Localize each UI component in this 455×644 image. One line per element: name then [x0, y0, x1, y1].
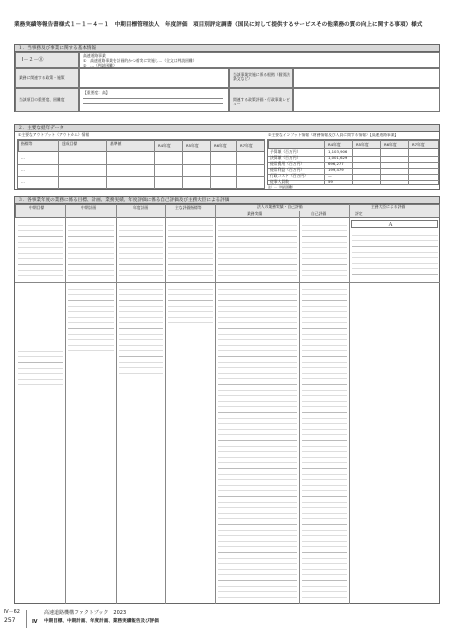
indicator-text [168, 221, 213, 279]
col-target: 達成目標 [62, 141, 78, 146]
policy-label-cell [15, 68, 79, 88]
importance-value: 【重要度：高】 [83, 90, 110, 95]
self-eval-text-2 [302, 285, 347, 601]
item-name: 高速道路事業 [83, 53, 106, 58]
output-row-2: … [21, 167, 25, 172]
chapter-mark: Ⅳ [32, 619, 38, 625]
input-row-label: 経常利益（百万円） [270, 167, 305, 172]
minister-eval-text [352, 231, 438, 279]
book-title: 高速道路機構ファクトブック 2023 [44, 610, 127, 616]
data-note: 注）…（判読困難） [268, 185, 296, 189]
output-table [17, 139, 265, 189]
section-basic-info [14, 44, 440, 112]
head-indicators: 主な評価指標等 [175, 205, 202, 210]
section-evaluation [14, 196, 440, 604]
results-text [218, 221, 297, 279]
input-row-value: 199,479 [328, 167, 344, 172]
page-top-label: Ⅳ－62 [4, 609, 20, 615]
page-footer [4, 609, 440, 632]
input-row-label: 経常費用（百万円） [270, 161, 305, 166]
item-content-cell [79, 52, 440, 68]
importance-label-cell [15, 88, 79, 112]
output-info-title: ①主要なアウトプット（アウトカム）情報 [18, 132, 90, 137]
section-3-title: ３．各事業年度の業務に係る目標、計画、業務実績、年度評価に係る自己評価及び主務大臣による評価 [15, 197, 439, 204]
head-mid-goal: 中期目標 [29, 205, 45, 210]
year-plan-text [119, 221, 163, 279]
mid-plan-text-2 [68, 285, 114, 355]
importance-value-cell [79, 88, 229, 112]
law-value-cell [293, 68, 440, 88]
subhead-results: 業務実績 [247, 210, 263, 216]
mid-goal-text [18, 221, 63, 279]
input-col-r5: R5年度 [356, 141, 369, 147]
law-label-cell [229, 68, 293, 88]
section-1-title: １．当事務及び事業に関する基本情報 [15, 45, 439, 52]
input-info-title: ②主要なインプット情報（財務情報及び人員に関する情報）【高速道路事業】 [268, 133, 399, 137]
subhead-self-eval: 自己評価 [311, 210, 327, 216]
input-table [267, 139, 439, 185]
mid-goal-text-2 [18, 347, 63, 387]
page-header-title: 業務実績等報告書様式１－１－４－１ 中期目標管理法人 年度評価 項目別評定調書（国民に対して提供するサービスその他業務の質の向上に関する事項）様式 [14, 22, 423, 28]
self-eval-text [302, 221, 347, 279]
col-r5: R5年度 [186, 143, 199, 148]
col-indicator: 指標等 [21, 141, 33, 146]
importance-label: 当該項目の重要度、困難度 [19, 97, 65, 102]
head-year-plan: 年度計画 [133, 205, 149, 210]
review-label-cell [229, 88, 293, 112]
output-row-1: … [21, 155, 25, 160]
input-row-value: 696,277 [328, 161, 344, 166]
results-text-2 [218, 285, 297, 601]
policy-value-cell [79, 68, 229, 88]
sub-item-1: ① 高速道路事業を計画的かつ着実に実施し…（全文は判読困難） [83, 58, 197, 63]
output-row-3: … [21, 179, 25, 184]
head-mid-plan: 中期計画 [81, 205, 97, 210]
mid-plan-text [68, 221, 114, 279]
chapter-title: 中期目標、中期計画、年度計画、業務実績報告及び評価 [44, 619, 159, 624]
policy-label: 業務に関連する政策・施策 [19, 75, 65, 80]
input-col-r4: R4年度 [328, 141, 341, 147]
section-data [14, 124, 440, 190]
law-label: 当該事業実施に係る根拠（個別法条文など） [233, 72, 290, 82]
col-base: 基準値 [110, 141, 122, 146]
rating-box [351, 220, 438, 228]
col-r7: R7年度 [240, 143, 253, 148]
sub-item-2: ② …（判読困難） [83, 62, 117, 68]
page-number: 257 [4, 617, 16, 624]
input-row-label: 行政コスト（百万円） [270, 173, 308, 178]
year-plan-text-2 [119, 285, 163, 375]
indicator-text-2 [168, 285, 213, 325]
head-results: 法人の業務実績・自己評価 [257, 204, 303, 209]
input-row-label: 従事人員数 [270, 179, 289, 184]
subhead-rating: 評定 [355, 210, 363, 216]
rating-value: Ａ [388, 221, 394, 228]
output-head-row [18, 140, 265, 152]
input-row-label: 決算額（百万円） [270, 155, 301, 160]
input-row-value: 1,001,629 [328, 155, 348, 160]
review-value-cell [293, 88, 440, 112]
col-r6: R6年度 [214, 143, 227, 148]
review-label: 関連する政策評価・行政事業レビュー [233, 97, 290, 107]
section-2-title: ２．主要な経年データ [15, 125, 439, 132]
input-row-value: 59 [328, 179, 333, 184]
input-col-r6: R6年度 [384, 141, 397, 147]
input-row-value: 1,103,906 [328, 149, 348, 154]
item-number-cell [15, 52, 79, 68]
input-row-label: 予算額（百万円） [270, 149, 301, 154]
input-col-r7: R7年度 [412, 141, 425, 147]
col-r4: R4年度 [158, 143, 171, 148]
item-number: Ⅰ－２－⑪ [22, 57, 44, 63]
input-row-value: — [328, 173, 332, 178]
head-minister: 主務大臣による評価 [371, 204, 406, 209]
